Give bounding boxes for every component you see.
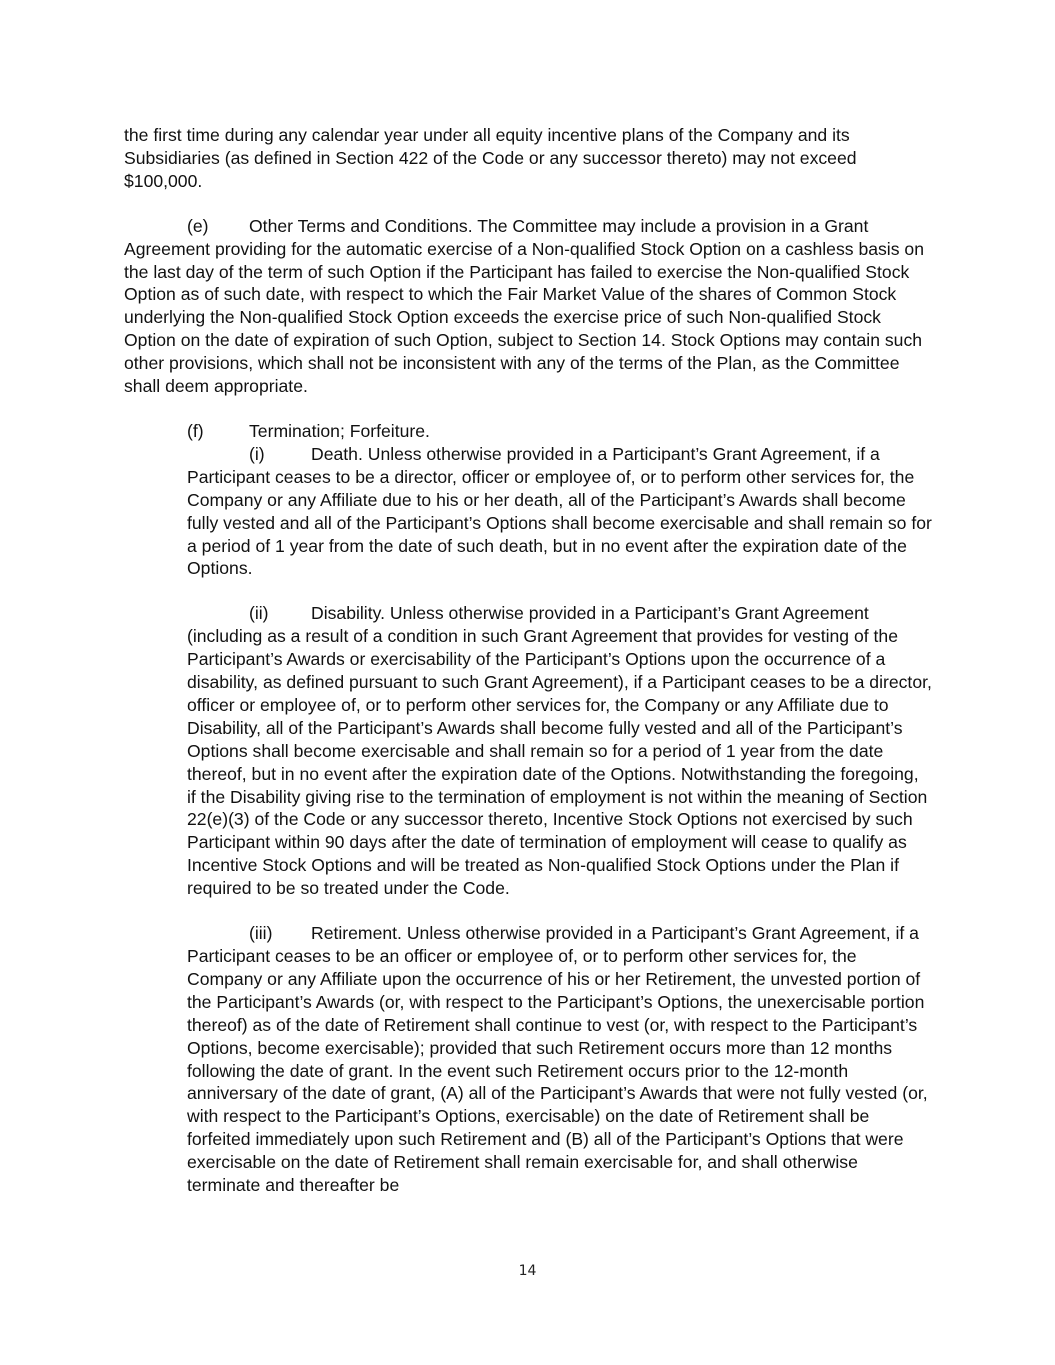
- subsection-iii-heading: Retirement.: [311, 923, 402, 944]
- subsection-ii-heading: Disability.: [311, 603, 385, 624]
- subsection-iii-marker: (iii): [249, 923, 273, 944]
- section-f-heading: Termination; Forfeiture.: [249, 420, 430, 441]
- subsection-iii-paragraph: [187, 922, 932, 1197]
- section-e-body: The Committee may include a provision in a Grant Agreement providing for the automatic exercise of a Non-qualified Stock Option on a cashless basis on the last day of the term of such Option if the Participant has failed to exercise the Non-qualified Stock Option as of such date, with respect to which the Fair Market Value of the shares of Common Stock underlying the Non-qualified Stock Option exceeds the exercise price of such Non-qualified Stock Option on the date of expiration of such Option, subject to Section 14. Stock Options may contain such other provisions, which shall not be inconsistent with any of the terms of the Plan, as the Committee shall deem appropriate.: [124, 215, 924, 397]
- subsection-ii-marker: (ii): [249, 603, 269, 624]
- subsection-iii-body: Unless otherwise provided in a Participant’s Grant Agreement, if a Participant ceases to be an officer or employee of, or to perform other services for, the Company or any Affiliate upon the occurrence of his or her Retirement, the unvested portion of the Participant’s Awards (or, with respect to the Participant’s Options, the unexercisable portion thereof) as of the date of Retirement shall continue to vest (or, with respect to the Participant’s Options, become exercisable); provided that such Retirement occurs more than 12 months following the date of grant. In the event such Retirement occurs prior to the 12-month anniversary of the date of grant, (A) all of the Participant’s Awards that were not fully vested (or, with respect to the Participant’s Options, exercisable) on the date of Retirement shall be forfeited immediately upon such Retirement and (B) all of the Participant’s Options that were exercisable on the date of Retirement shall remain exercisable for, and shall otherwise terminate and thereafter be: [187, 923, 928, 1196]
- section-e-heading: Other Terms and Conditions.: [249, 215, 473, 236]
- section-f-subsections: [187, 443, 932, 1197]
- subsection-ii-body: Unless otherwise provided in a Participant’s Grant Agreement (including as a result of a condition in such Grant Agreement that provides for vesting of the Participant’s Awards or exercisability of the Participant’s Options upon the occurrence of a disability, as defined pursuant to such Grant Agreement), if a Participant ceases to be a director, officer or employee of, or to perform other services for, the Company or any Affiliate due to Disability, all of the Participant’s Awards shall become fully vested and all of the Participant’s Options shall become exercisable and shall remain so for a period of 1 year from the date thereof, but in no event after the expiration date of the Options. Notwithstanding the foregoing, if the Disability giving rise to the termination of employment is not within the meaning of Section 22(e)(3) of the Code or any successor thereto, Incentive Stock Options not exercised by such Participant within 90 days after the date of termination of employment will cease to qualify as Incentive Stock Options and will be treated as Non-qualified Stock Options under the Plan if required to be so treated under the Code.: [187, 603, 932, 899]
- section-e-marker: (e): [187, 215, 209, 236]
- subsection-i-heading: Death.: [311, 443, 363, 464]
- subsection-i-marker: (i): [249, 443, 265, 464]
- section-f-heading-line: [187, 420, 932, 443]
- page-number: 14: [518, 1263, 537, 1279]
- section-f-marker: (f): [187, 420, 204, 441]
- subsection-i-body: Unless otherwise provided in a Participant’s Grant Agreement, if a Participant ceases to be a director, officer or employee of, or to perform other services for, the Company or any Affiliate due to his or her death, all of the Participant’s Awards shall become fully vested and all of the Participant’s Options shall become exercisable and shall remain so for a period of 1 year from the date of such death, but in no event after the expiration date of the Options.: [187, 443, 932, 579]
- continuation-paragraph: the first time during any calendar year under all equity incentive plans of the Company and its Subsidiaries (as defined in Section 422 of the Code or any successor thereto) may not exceed $100,000.: [124, 125, 857, 191]
- section-e-paragraph: [124, 215, 932, 398]
- document-page: [124, 124, 932, 1197]
- subsection-ii-paragraph: [187, 602, 932, 900]
- subsection-i-paragraph: [187, 443, 932, 580]
